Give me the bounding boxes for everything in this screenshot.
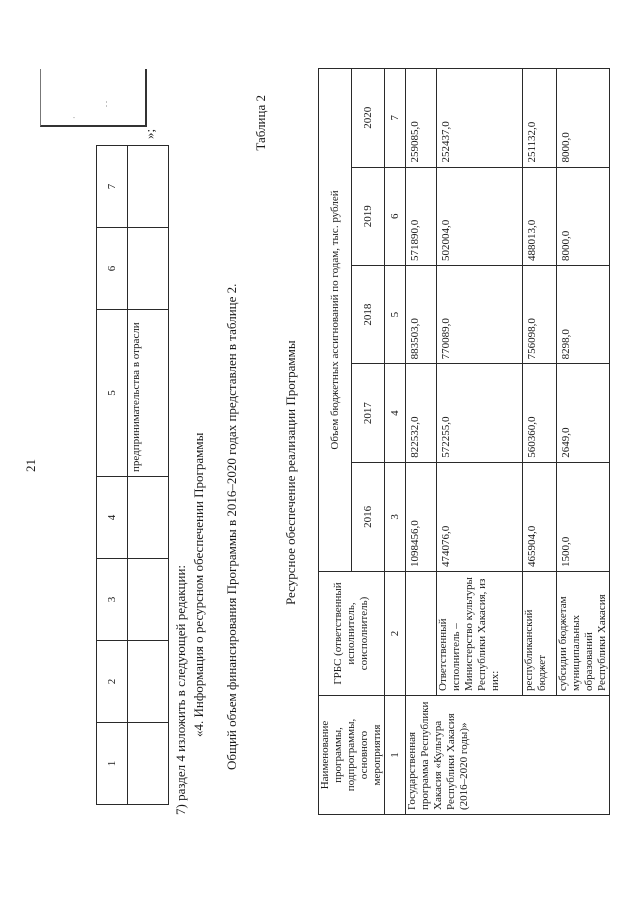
value-cell: 560360,0 [523, 364, 557, 462]
table-label: Таблица 2 [253, 95, 268, 151]
grbs-cell: субсидии бюджетам муниципальных образований Республики Хакасия [557, 572, 610, 696]
value-cell: 488013,0 [523, 167, 557, 265]
grbs-cell: республиканский бюджет [523, 572, 557, 696]
value-cell: 571890,0 [406, 167, 437, 265]
year-header: 2019 [352, 167, 385, 265]
section-heading: «4. Информация о ресурсном обеспечении Программы [191, 432, 206, 737]
corner-stamp-mark [40, 65, 148, 127]
value-cell: 756098,0 [523, 265, 557, 363]
column-number: 6 [385, 167, 406, 265]
value-cell: 572255,0 [437, 364, 523, 462]
table-cell [128, 146, 169, 228]
table-title: Ресурсное обеспечение реализации Программы [283, 340, 298, 605]
value-cell: 8000,0 [557, 69, 610, 168]
value-cell: 2649,0 [557, 364, 610, 462]
table-cell: 5 [97, 310, 128, 477]
value-cell: 822532,0 [406, 364, 437, 462]
header-grbs-column: ГРБС (ответственный исполнитель, соисполнитель) [319, 572, 385, 696]
value-cell: 8298,0 [557, 265, 610, 363]
grbs-cell: Ответственный исполнитель – Министерство культуры Республики Хакасия, из них: [437, 572, 523, 696]
column-number: 5 [385, 265, 406, 363]
value-cell: 8000,0 [557, 167, 610, 265]
value-cell: 465904,0 [523, 462, 557, 571]
table-row [406, 69, 437, 815]
stamp-border [40, 69, 147, 127]
year-header: 2016 [352, 462, 385, 571]
value-cell: 1098456,0 [406, 462, 437, 571]
column-number: 2 [385, 572, 406, 696]
table-cell: 3 [97, 559, 128, 641]
table-cell: 7 [97, 146, 128, 228]
value-cell: 474076,0 [437, 462, 523, 571]
table-cell: предпринимательства в отрасли [128, 310, 169, 477]
resource-table [318, 68, 610, 815]
table-cell [128, 228, 169, 310]
value-cell: 502004,0 [437, 167, 523, 265]
value-cell: 252437,0 [437, 69, 523, 168]
year-header: 2017 [352, 364, 385, 462]
table-cell [128, 559, 169, 641]
page-number: 21 [23, 459, 38, 472]
grbs-cell [406, 572, 437, 696]
column-number: 7 [385, 69, 406, 168]
continued-table [96, 145, 169, 805]
table-cell: 1 [97, 723, 128, 805]
table-cell: 4 [97, 477, 128, 559]
table-cell [128, 723, 169, 805]
header-name-column: Наименование программы, подпрограммы, основного мероприятия [319, 696, 385, 815]
value-cell: 259085,0 [406, 69, 437, 168]
table-cell [128, 477, 169, 559]
year-header: 2018 [352, 265, 385, 363]
table-header-row [319, 69, 352, 815]
header-volume-column: Объем бюджетных ассигнований по годам, тыс. рублей [319, 69, 352, 572]
table-cell: 2 [97, 641, 128, 723]
program-name-cell: Государственная программа Республики Хакасия «Культура Республики Хакасия (2016–2020 годы)» [406, 696, 610, 815]
stamp-dot: · [70, 116, 79, 119]
table-cell: 6 [97, 228, 128, 310]
year-header: 2020 [352, 69, 385, 168]
value-cell: 1500,0 [557, 462, 610, 571]
column-number: 4 [385, 364, 406, 462]
clause-text: 7) раздел 4 изложить в следующей редакции: [173, 564, 188, 815]
column-number: 3 [385, 462, 406, 571]
table-cell [128, 641, 169, 723]
closing-quote-mark: »; [142, 128, 157, 139]
value-cell: 770089,0 [437, 265, 523, 363]
column-number: 1 [385, 696, 406, 815]
table-row [97, 146, 128, 805]
stamp-dot: . . [100, 101, 109, 107]
table-row [128, 146, 169, 805]
paragraph-text: Общий объем финансирования Программы в 2016–2020 годах представлен в таблице 2. [224, 283, 239, 770]
value-cell: 251132,0 [523, 69, 557, 168]
column-number-row [385, 69, 406, 815]
value-cell: 883503,0 [406, 265, 437, 363]
